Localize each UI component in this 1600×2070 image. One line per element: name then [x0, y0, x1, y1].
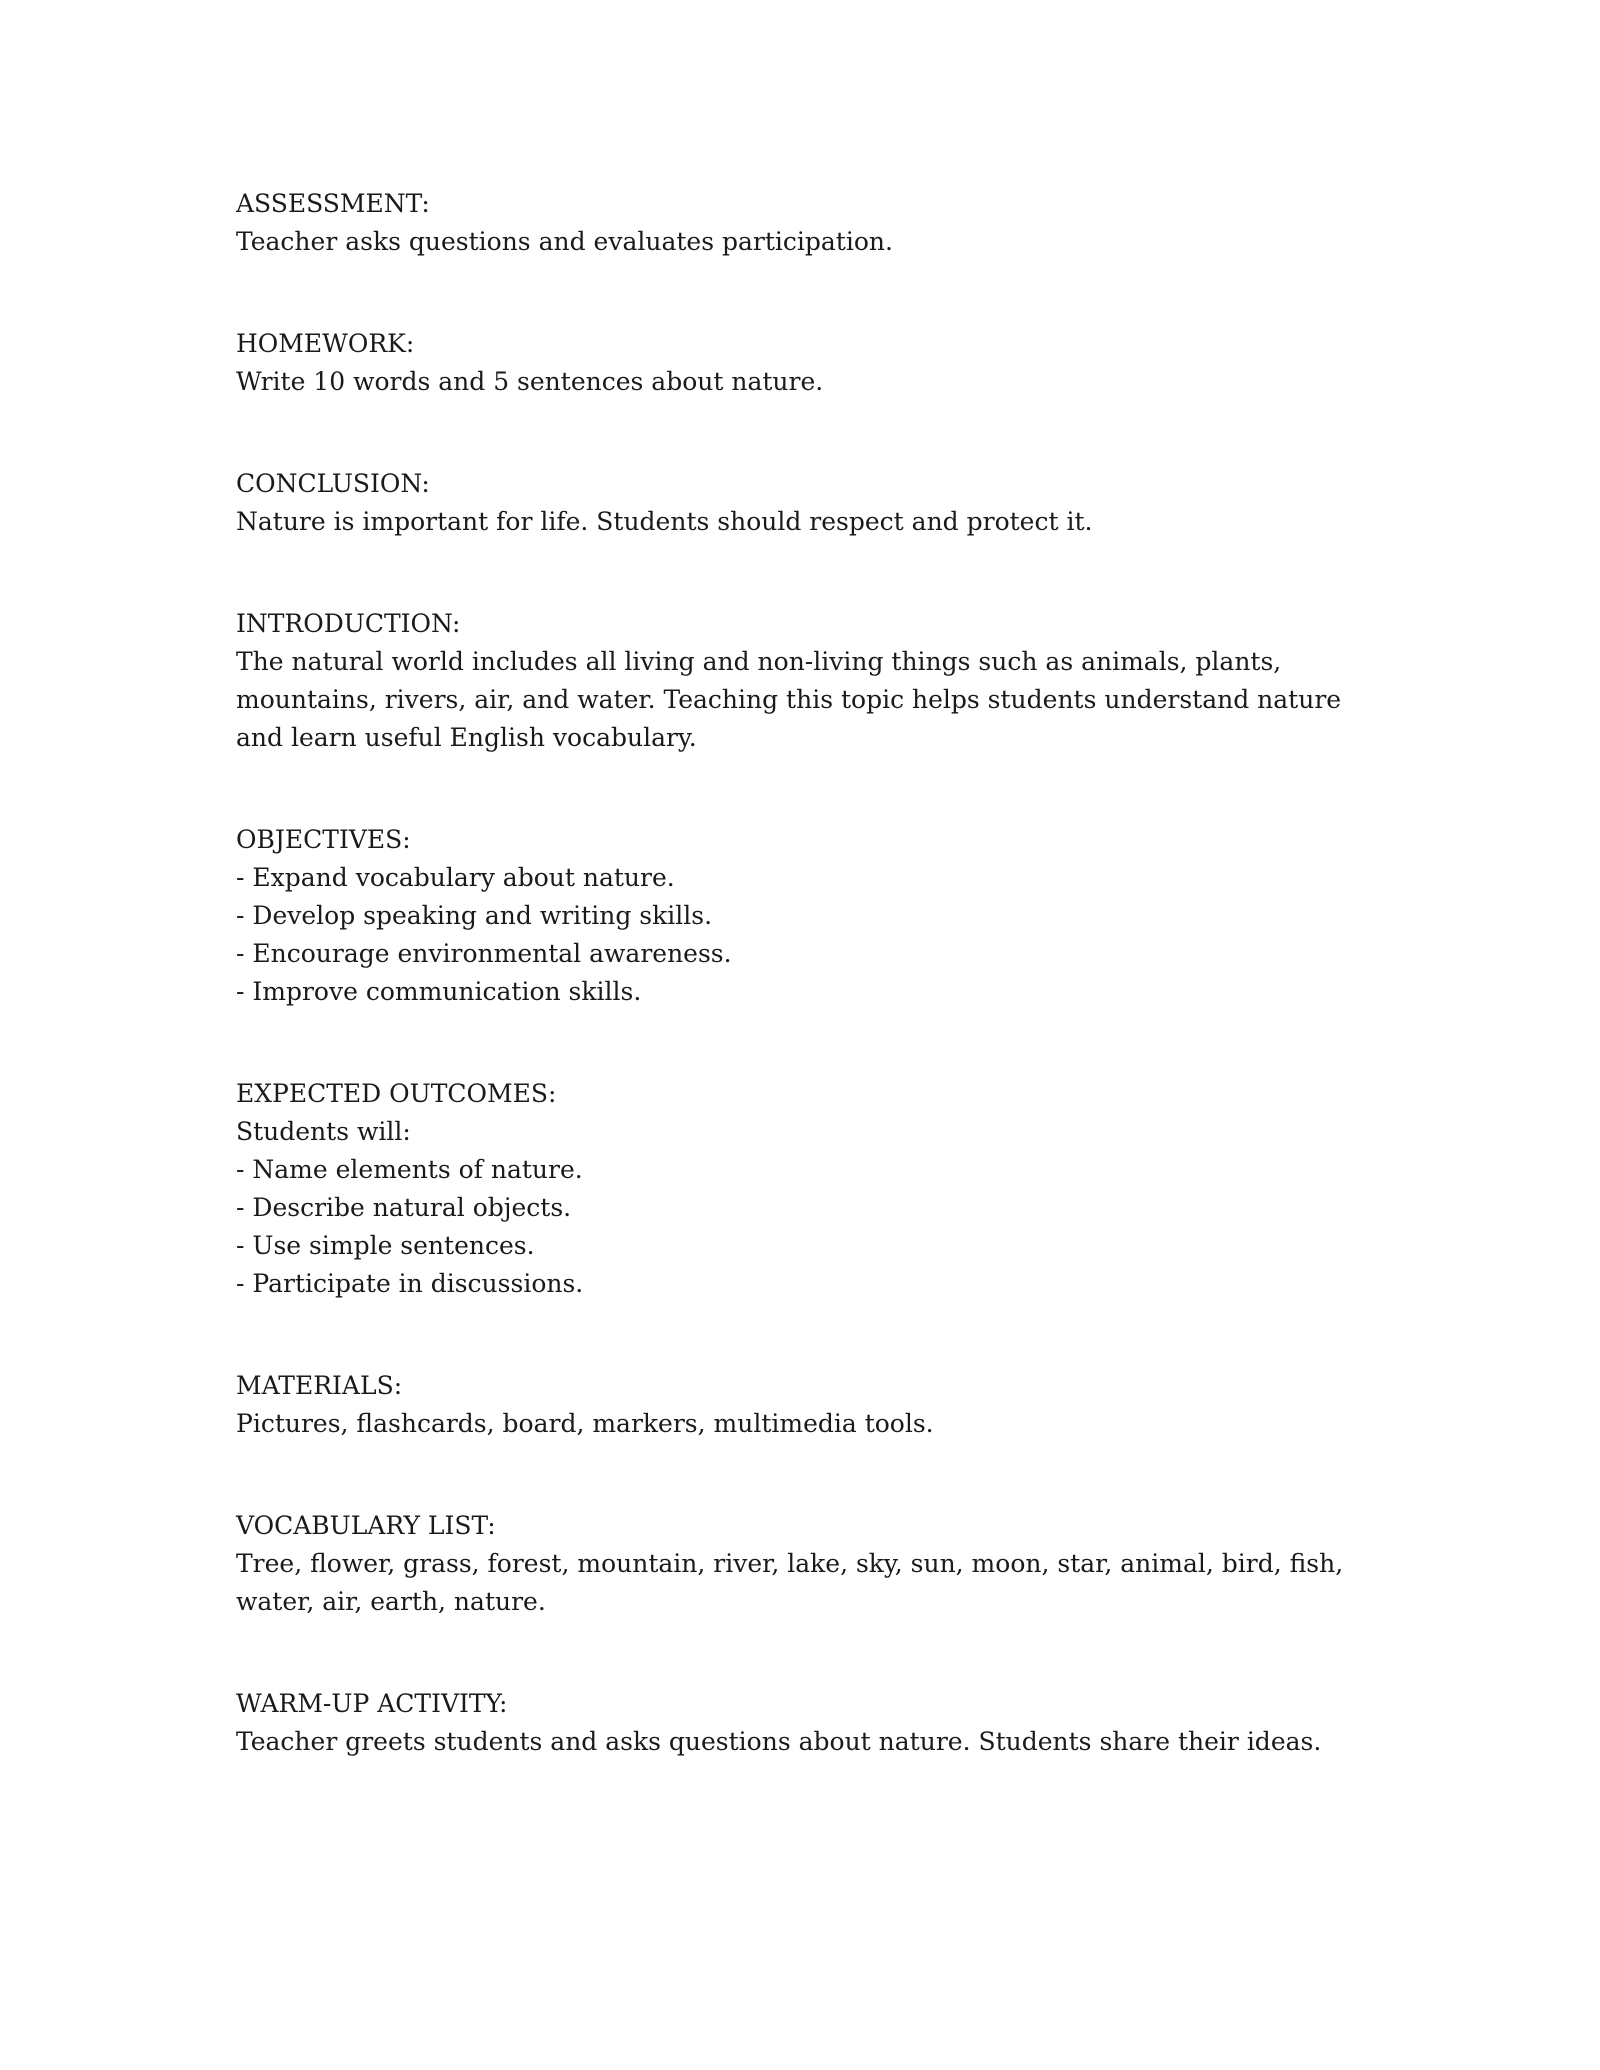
section-assessment: [236, 185, 1366, 261]
list-item: - Describe natural objects.: [236, 1193, 572, 1222]
list-item: - Improve communication skills.: [236, 977, 642, 1006]
document-body: [236, 185, 1366, 1825]
section-materials: [236, 1367, 1366, 1443]
list-item: - Use simple sentences.: [236, 1231, 535, 1260]
section-heading: MATERIALS:: [236, 1371, 403, 1400]
section-text: Teacher asks questions and evaluates participation.: [236, 227, 893, 256]
section-text: Write 10 words and 5 sentences about nature.: [236, 367, 824, 396]
section-text: Teacher greets students and asks questions about nature. Students share their ideas.: [236, 1727, 1322, 1756]
section-vocabulary-list: [236, 1507, 1366, 1621]
list-item: - Develop speaking and writing skills.: [236, 901, 713, 930]
section-heading: VOCABULARY LIST:: [236, 1511, 496, 1540]
list-item: - Encourage environmental awareness.: [236, 939, 732, 968]
section-introduction: [236, 605, 1366, 757]
list-item: - Participate in discussions.: [236, 1269, 584, 1298]
section-heading: OBJECTIVES:: [236, 825, 411, 854]
section-objectives: [236, 821, 1366, 1011]
section-expected-outcomes: [236, 1075, 1366, 1303]
section-text: Tree, flower, grass, forest, mountain, river, lake, sky, sun, moon, star, animal, bird, fish, water, air, earth, nature.: [236, 1549, 1344, 1616]
section-text: Nature is important for life. Students should respect and protect it.: [236, 507, 1093, 536]
section-warm-up-activity: [236, 1685, 1366, 1761]
section-heading: WARM-UP ACTIVITY:: [236, 1689, 508, 1718]
section-conclusion: [236, 465, 1366, 541]
section-text: The natural world includes all living and non-living things such as animals, plants, mountains, rivers, air, and water. Teaching this topic helps students understand nature and learn useful English vocabulary.: [236, 647, 1342, 752]
section-heading: ASSESSMENT:: [236, 189, 430, 218]
section-heading: HOMEWORK:: [236, 329, 415, 358]
list-item: - Name elements of nature.: [236, 1155, 583, 1184]
list-item: - Expand vocabulary about nature.: [236, 863, 675, 892]
section-homework: [236, 325, 1366, 401]
section-text: Pictures, flashcards, board, markers, multimedia tools.: [236, 1409, 934, 1438]
section-heading: EXPECTED OUTCOMES:: [236, 1079, 557, 1108]
section-heading: CONCLUSION:: [236, 469, 430, 498]
section-text: Students will:: [236, 1117, 411, 1146]
section-heading: INTRODUCTION:: [236, 609, 461, 638]
